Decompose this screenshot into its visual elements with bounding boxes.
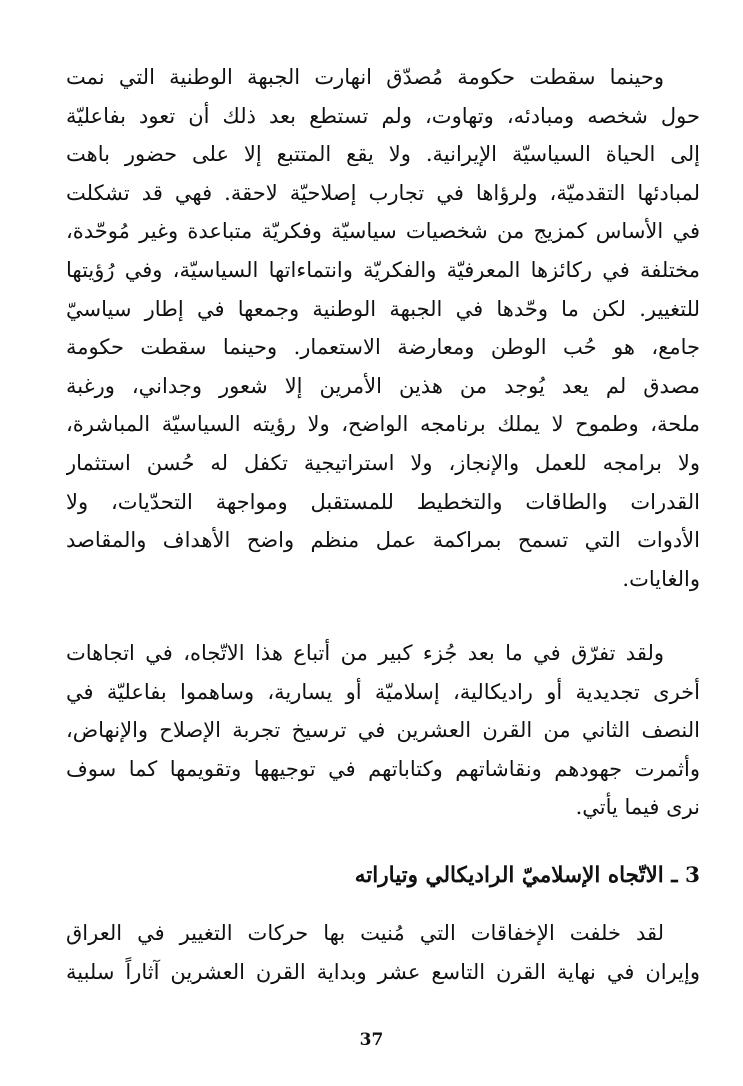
text-line: نرى فيما يأتي. [575,795,700,820]
text-line: في الأساس كمزيج من شخصيات سياسيّة وفكريّة متباعدة وغير مُوحّدة، [66,219,700,244]
text-line: ملحة، وطموح لا يملك برنامجه الواضح، ولا رؤيته السياسيّة المباشرة، [66,412,700,437]
text-line: لمبادئها التقدميّة، ولرؤاها في تجارب إصلاحيّة لاحقة. فهي قد تشكلت [66,180,700,205]
paragraph-3 [66,914,700,991]
text-line: وأثمرت جهودهم ونقاشاتهم وكتاباتهم في توجيهها وتقويمها كما سوف [66,756,700,781]
text-line: النصف الثاني من القرن العشرين في ترسيخ تجربة الإصلاح والإنهاض، [66,718,700,743]
text-line: إلى الحياة السياسيّة الإيرانية. ولا يقع المتتبع إلا على حضور باهت [66,142,700,167]
text-line: وإيران في نهاية القرن التاسع عشر وبداية القرن العشرين آثاراً سلبية [66,959,700,984]
text-line: والغايات. [622,566,700,591]
text-line: ولا برامجه للعمل والإنجاز، ولا استراتيجية تكفل له حُسن استثمار [66,450,700,475]
text-line: مصدق لم يعد يُوجد من هذين الأمرين إلا شعور وجداني، ورغبة [66,373,700,398]
text-line: وحينما سقطت حكومة مُصدّق انهارت الجبهة الوطنية التي نمت [66,65,664,89]
text-line: حول شخصه ومبادئه، وتهاوت، ولم تستطع بعد ذلك أن تعود بفاعليّة [66,103,700,128]
text-line: مختلفة في ركائزها المعرفيّة والفكريّة وانتماءاتها السياسيّة، وفي رُؤيتها [66,257,700,282]
text-line: جامع، هو حُب الوطن ومعارضة الاستعمار. وحينما سقطت حكومة [66,335,700,360]
paragraph-1 [66,58,700,598]
text-line: لقد خلفت الإخفاقات التي مُنيت بها حركات التغيير في العراق [66,921,664,945]
section-heading: 3 ـ الاتّجاه الإسلاميّ الراديكالي وتياراته [354,863,700,888]
text-line: القدرات والطاقات والتخطيط للمستقبل ومواجهة التحدّيات، ولا [66,489,700,514]
text-line: ولقد تفرّق في ما بعد جُزء كبير من أتباع هذا الاتّجاه، في اتجاهات [66,641,664,665]
paragraph-2 [66,634,700,827]
text-line: أخرى تجديدية أو راديكالية، إسلاميّة أو يسارية، وساهموا بفاعليّة في [66,679,700,704]
text-line: الأدوات التي تسمح بمراكمة عمل منظم واضح الأهداف والمقاصد [66,528,700,553]
page-number: 37 [359,1030,384,1050]
text-line: للتغيير. لكن ما وحّدها في الجبهة الوطنية وجمعها في إطار سياسيّ [66,296,700,321]
